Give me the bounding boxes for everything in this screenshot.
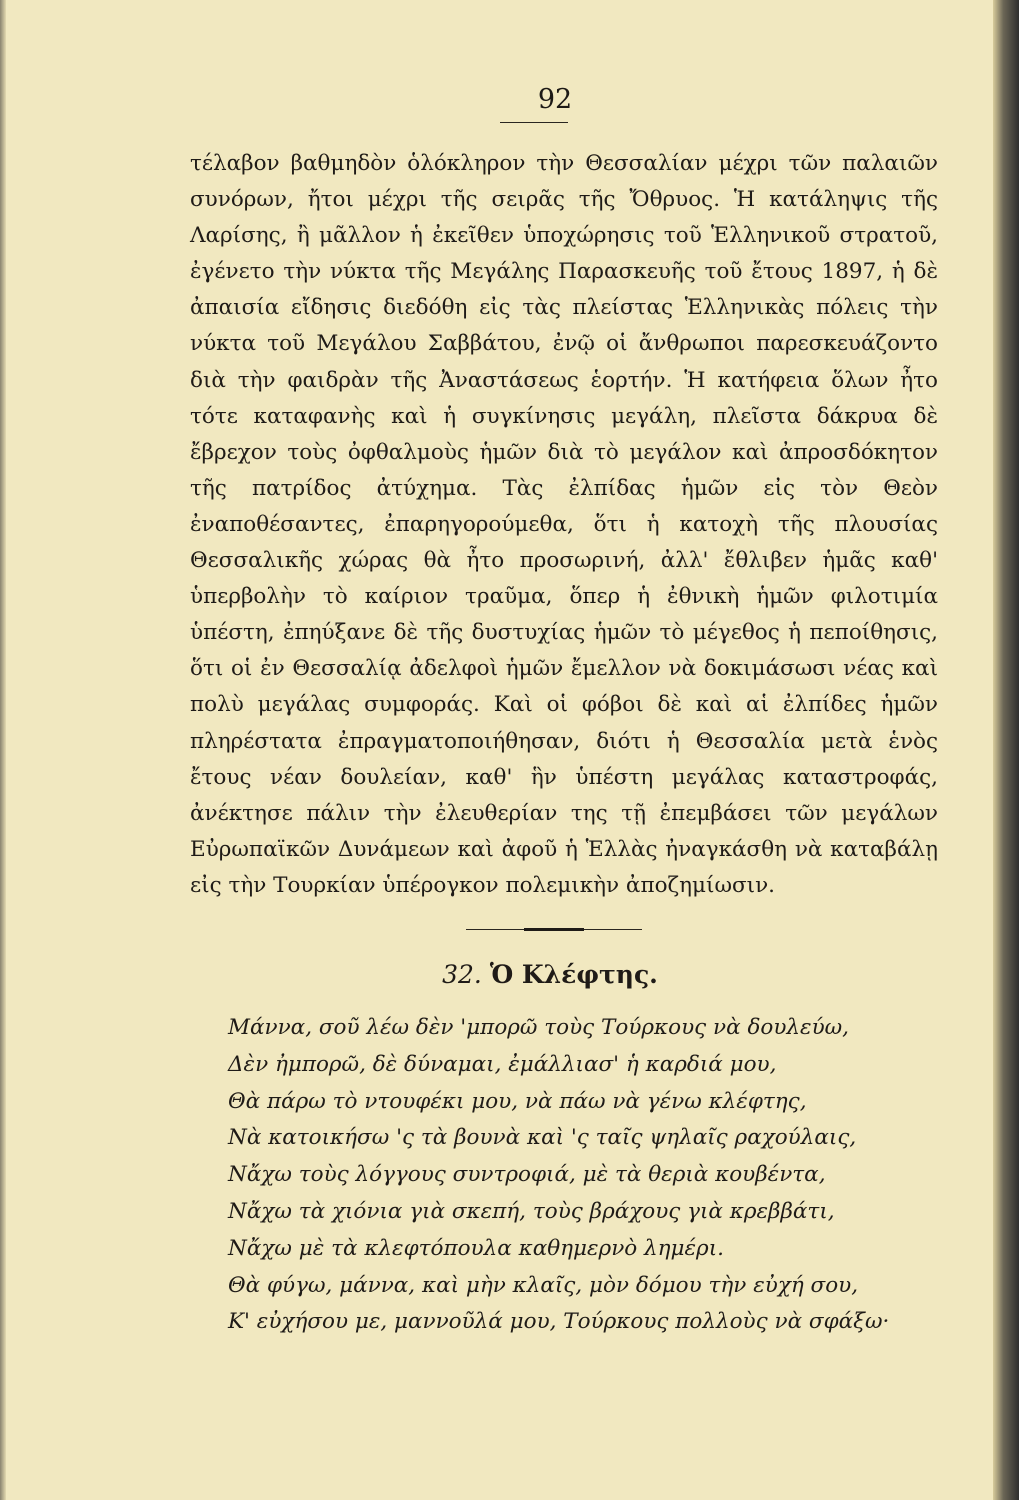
- poem-line: Νἄχω τὰ χιόνια γιὰ σκεπή, τοὺς βράχους γιὰ κρεββάτι,: [228, 1198, 835, 1224]
- page-number: 92: [537, 84, 573, 115]
- poem-line: Θὰ πάρω τὸ ντουφέκι μου, νὰ πάω νὰ γένω κλέφτης,: [228, 1088, 807, 1114]
- poem-line: Θὰ φύγω, μάννα, καὶ μὴν κλαῖς, μὸν δόμου τὴν εὐχή σου,: [228, 1272, 859, 1298]
- page-number-rule: [500, 122, 568, 123]
- section-heading: [0, 960, 1019, 989]
- section-number: 32.: [442, 960, 482, 989]
- prose-paragraph: τέλαβον βαθμηδὸν ὁλόκληρον τὴν Θεσσαλίαν μέχρι τῶν παλαιῶν συνόρων, ἤτοι μέχρι τῆς σειρᾶς τῆς Ὄθρυος. Ἡ κατάληψις τῆς Λαρίσης, ἢ μᾶλλον ἡ ἐκεῖθεν ὑποχώρησις τοῦ Ἑλληνικοῦ στρατοῦ, ἐγένετο τὴν νύκτα τῆς Μεγάλης Παρασκευῆς τοῦ ἔτους 1897, ἡ δὲ ἀπαισία εἴδησις διεδόθη εἰς τὰς πλείστας Ἑλληνικὰς πόλεις τὴν νύκτα τοῦ Μεγάλου Σαββάτου, ἐνῷ οἱ ἄνθρωποι παρεσκευάζοντο διὰ τὴν φαιδρὰν τῆς Ἀναστάσεως ἑορτήν. Ἡ κατήφεια ὅλων ἦτο τότε καταφανὴς καὶ ἡ συγκίνησις μεγάλη, πλεῖστα δάκρυα δὲ ἔβρεχον τοὺς ὀφθαλμοὺς ἡμῶν διὰ τὸ μεγάλον καὶ ἀπροσδόκητον τῆς πατρίδος ἀτύχημα. Τὰς ἐλπίδας ἡμῶν εἰς τὸν Θεὸν ἐναποθέσαντες, ἐπαρηγορούμεθα, ὅτι ἡ κατοχὴ τῆς πλουσίας Θεσσαλικῆς χώρας θὰ ἦτο προσωρινή, ἀλλ' ἔθλιβεν ἡμᾶς καθ' ὑπερβολὴν τὸ καίριον τραῦμα, ὅπερ ἡ ἐθνικὴ ἡμῶν φιλοτιμία ὑπέστη, ἐπηύξανε δὲ τῆς δυστυχίας ἡμῶν τὸ μέγεθος ἡ πεποίθησις, ὅτι οἱ ἐν Θεσσαλίᾳ ἀδελφοὶ ἡμῶν ἔμελλον νὰ δοκιμάσωσι νέας καὶ πολὺ μεγάλας συμφοράς. Καὶ οἱ φόβοι δὲ καὶ αἱ ἐλπίδες ἡμῶν πληρέστατα ἐπραγματοποιήθησαν, διότι ἡ Θεσσαλία μετὰ ἑνὸς ἔτους νέαν δουλείαν, καθ' ἣν ὑπέστη μεγάλας καταστροφάς, ἀνέκτησε πάλιν τὴν ἐλευθερίαν της τῇ ἐπεμβάσει τῶν μεγάλων Εὐρωπαϊκῶν Δυνάμεων καὶ ἀφοῦ ἡ Ἑλλὰς ἠναγκάσθη νὰ καταβάλῃ εἰς τὴν Τουρκίαν ὑπέρογκον πολεμικὴν ἀποζημίωσιν.: [190, 151, 938, 898]
- section-title: Ὁ Κλέφτης.: [489, 960, 658, 989]
- poem: [228, 1010, 948, 1341]
- poem-line: Μάννα, σοῦ λέω δὲν 'μπορῶ τοὺς Τούρκους νὰ δουλεύω,: [228, 1015, 850, 1040]
- poem-line: Κ' εὐχήσου με, μαννοῦλά μου, Τούρκους πολλοὺς νὰ σφάξω·: [228, 1309, 890, 1335]
- poem-line: Δὲν ἠμπορῶ, δὲ δύναμαι, ἐμάλλιασ' ἡ καρδιά μου,: [228, 1051, 777, 1077]
- page-left-edge: [0, 0, 6, 1500]
- divider-ornament: [524, 928, 584, 931]
- book-gutter: [993, 0, 1019, 1500]
- poem-line: Νἄχω τοὺς λόγγους συντροφιά, μὲ τὰ θεριὰ κουβέντα,: [228, 1162, 826, 1188]
- section-divider: [466, 928, 642, 931]
- poem-line: Νὰ κατοικήσω 'ς τὰ βουνὰ καὶ 'ς ταῖς ψηλαῖς ραχούλαις,: [228, 1125, 857, 1151]
- poem-line: Νἄχω μὲ τὰ κλεφτόπουλα καθημερνὸ λημέρι.: [228, 1235, 724, 1261]
